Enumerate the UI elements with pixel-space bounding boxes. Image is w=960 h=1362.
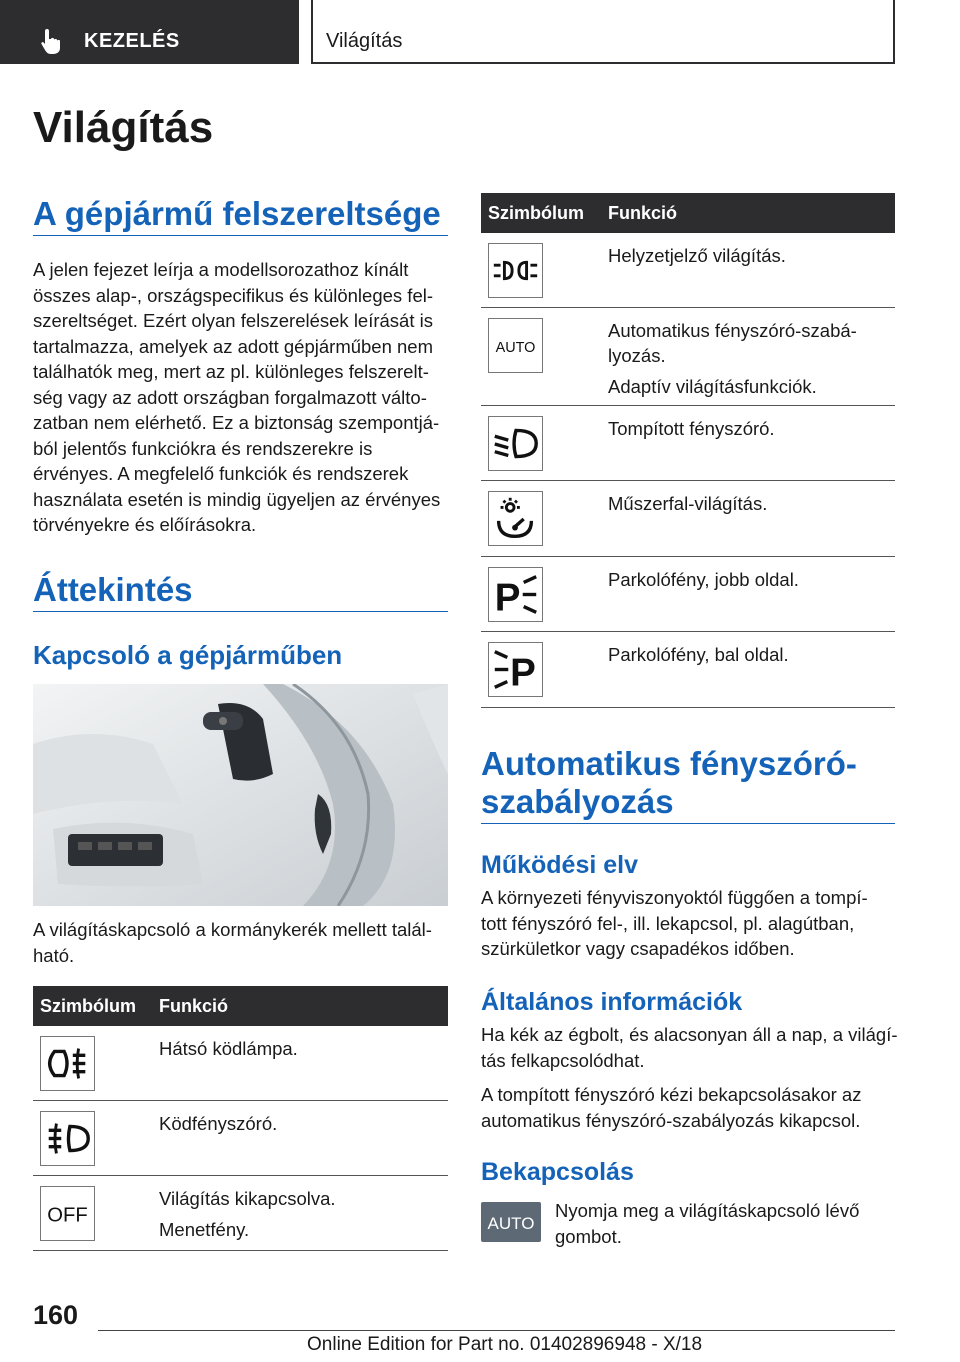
function-text: Adaptív világításfunkciók.: [608, 376, 817, 397]
function-cell: [608, 567, 799, 598]
principle-paragraph: [481, 885, 901, 962]
auto-icon-text: AUTO: [495, 339, 536, 356]
table-row: [481, 557, 895, 632]
chapter-header: [311, 0, 895, 64]
col-symbol: Szimbólum: [488, 203, 585, 223]
heading-auto-headlight: [481, 745, 857, 821]
text-line: érvényes. A megfelelő funkciók és rendszerek: [33, 463, 409, 484]
heading-rule: [481, 823, 895, 824]
heading-equipment: A gépjármű felszereltsége: [33, 195, 441, 232]
off-icon: [40, 1186, 95, 1241]
table-row: [481, 308, 895, 406]
text-line: törvényekre és előírásokra.: [33, 514, 257, 535]
text-line: tás felkapcsolódhat.: [481, 1049, 645, 1071]
function-text: Ködfényszóró.: [159, 1113, 278, 1134]
switch-on-paragraph: [555, 1198, 895, 1249]
parking-right-icon: [488, 567, 543, 622]
heading-rule: [33, 611, 448, 612]
heading-switch: Kapcsoló a gépjárműben: [33, 640, 343, 670]
text-line: Nyomja meg a világításkapcsoló lévő: [555, 1200, 860, 1221]
function-text: Világítás kikapcsolva.: [159, 1188, 336, 1209]
heading-rule: [33, 235, 448, 236]
table-row: [481, 233, 895, 308]
text-line: gombot.: [555, 1225, 622, 1247]
text-line: ható.: [33, 944, 75, 966]
light-switch-photo: [33, 684, 448, 906]
function-cell: [608, 243, 786, 274]
off-icon-text: OFF: [47, 1204, 88, 1227]
text-line: A jelen fejezet leírja a modellsorozathoz kínált: [33, 259, 409, 280]
table-row: [33, 1101, 448, 1176]
function-cell: [608, 491, 767, 522]
page-number: 160: [33, 1300, 79, 1330]
front-fog-lamp-icon: [40, 1111, 95, 1166]
edition-text: Online Edition for Part no. 01402896948 - X/18: [307, 1334, 703, 1355]
text-line: összes alap-, országspecifikus és különleges fel-: [33, 284, 433, 306]
function-text: Hátsó ködlámpa.: [159, 1038, 298, 1059]
text-line: Ha kék az égbolt, és alacsonyan áll a nap, a világí-: [481, 1024, 898, 1045]
function-cell: [608, 416, 775, 447]
chapter-label: Világítás: [326, 30, 403, 52]
equipment-paragraph: [33, 257, 453, 538]
function-text: Automatikus fényszóró-szabá-: [608, 320, 857, 341]
function-text: Műszerfal-világítás.: [608, 493, 768, 514]
function-cell: [159, 1186, 336, 1248]
function-cell: [159, 1111, 277, 1142]
function-text: Tompított fényszóró.: [608, 418, 775, 439]
text-line: automatikus fényszóró-szabályozás kikapcsol.: [481, 1109, 861, 1131]
section-label: KEZELÉS: [84, 30, 180, 52]
general-paragraph-2: [481, 1082, 901, 1133]
table-header: [481, 193, 895, 233]
page-title: Világítás: [33, 103, 214, 152]
svg-text:P: P: [510, 651, 536, 695]
heading-line: Automatikus fényszóró-: [481, 745, 857, 782]
function-cell: [608, 642, 789, 673]
symbol-table-left: [33, 986, 448, 1251]
hand-pointer-icon: [38, 27, 66, 55]
general-paragraph-1: [481, 1022, 901, 1073]
function-text: Helyzetjelző világítás.: [608, 245, 786, 266]
text-line: ség vagy az adott országban forgalmazott válto-: [33, 386, 427, 408]
text-line: tartalmazza, amelyek az adott gépjárműben nem: [33, 335, 434, 357]
heading-principle: Működési elv: [481, 851, 638, 879]
text-line: ból jelentős funkciókra és rendszerekre is: [33, 437, 373, 459]
parking-left-icon: [488, 642, 543, 697]
table-row: [33, 1176, 448, 1251]
instrument-lighting-icon: [488, 491, 543, 546]
table-row: [33, 1026, 448, 1101]
text-line: találhatók meg, mert az pl. különleges felszerelt-: [33, 361, 429, 382]
table-row: [481, 481, 895, 557]
auto-icon: [488, 318, 543, 373]
section-tab[interactable]: [0, 0, 299, 64]
text-line: szürkületkor vagy csapadékos időben.: [481, 938, 795, 959]
table-row: [481, 632, 895, 708]
table-header: [33, 986, 448, 1026]
function-text: Parkolófény, bal oldal.: [608, 644, 789, 665]
function-text: lyozás.: [608, 345, 666, 366]
text-line: tott fényszóró fel-, ill. lekapcsol, pl. alagútban,: [481, 912, 855, 934]
table-row: [481, 406, 895, 481]
col-symbol: Szimbólum: [40, 996, 137, 1016]
low-beam-icon: [488, 416, 543, 471]
function-text: Menetfény.: [159, 1219, 250, 1240]
text-line: szereltséget. Ezért olyan felszerelések leírását is: [33, 310, 433, 331]
footer-rule: [98, 1330, 895, 1331]
heading-switch-on: Bekapcsolás: [481, 1158, 634, 1186]
symbol-table-right: [481, 193, 895, 708]
photo-caption: [33, 917, 453, 968]
svg-text:P: P: [494, 576, 521, 620]
function-cell: [159, 1036, 298, 1067]
auto-button-text: AUTO: [487, 1214, 535, 1233]
rear-fog-lamp-icon: [40, 1036, 95, 1091]
col-function: Funkció: [608, 203, 678, 223]
text-line: zatban nem elérhető. Ez a biztonság szempontjá-: [33, 412, 440, 433]
parking-lights-icon: [488, 243, 543, 298]
text-line: A környezeti fényviszonyoktól függően a tompí-: [481, 887, 868, 908]
text-line: A tompított fényszóró kézi bekapcsolásakor az: [481, 1084, 862, 1105]
text-line: használata esetén is mindig ügyeljen az érvényes: [33, 488, 441, 510]
function-text: Parkolófény, jobb oldal.: [608, 569, 799, 590]
auto-button-icon: [481, 1202, 541, 1242]
function-cell: [608, 318, 857, 405]
heading-overview: Áttekintés: [33, 571, 193, 608]
heading-line: szabályozás: [481, 783, 674, 820]
heading-general: Általános információk: [481, 988, 743, 1016]
col-function: Funkció: [159, 996, 229, 1016]
text-line: A világításkapcsoló a kormánykerék mellett talál-: [33, 919, 432, 940]
